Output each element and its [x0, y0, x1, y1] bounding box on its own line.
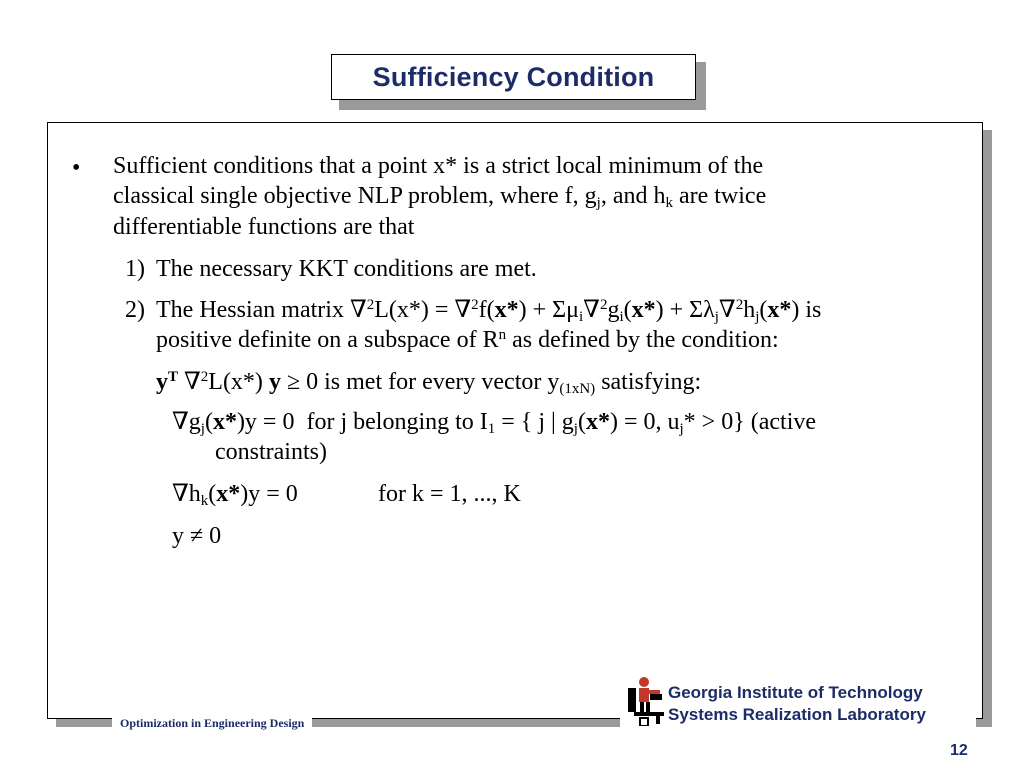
equality-constraints-line: $\nabla h_k(x*)y = 0$ — [172, 481, 298, 509]
institute-name: Georgia Institute of Technology — [668, 683, 923, 702]
item-2-line-2: positive definite on a subspace of $R^n$ as defined by the condition: — [156, 327, 779, 353]
course-label: Optimization in Engineering Design — [112, 715, 312, 731]
page-number: 12 — [950, 742, 968, 759]
bullet-icon: • — [72, 155, 81, 181]
equality-range: for k = 1, ..., K — [378, 481, 521, 507]
intro-line-2: classical single objective NLP problem, where f, $g_j$, and $h_k$ are twice — [113, 183, 767, 211]
active-constraints-line-1: $\nabla g_j(x*)y = 0$ for j belonging to $I_1$ = { j | $g_j(x*) = 0$, $u_j* > 0$} (active — [172, 409, 817, 437]
nonzero-line: y ≠ 0 — [172, 523, 222, 549]
intro-line-3: differentiable functions are that — [113, 214, 415, 240]
item-2-line-1: The Hessian matrix $\nabla^2L(x*) = \nabla^2f(x*) + \Sigma\mu_i\nabla^2g_i(x*) + \Sigma\lambda_j\nabla^2h_j(x*)$ is — [156, 297, 822, 325]
item-1-text: The necessary KKT conditions are met. — [156, 256, 537, 282]
person-at-desk-icon — [626, 674, 666, 726]
lab-name: Systems Realization Laboratory — [668, 705, 926, 724]
item-2-number: 2) — [125, 297, 145, 323]
slide-title: Sufficiency Condition — [372, 61, 655, 92]
active-constraints-line-2: constraints) — [215, 439, 327, 465]
item-1-number: 1) — [125, 256, 145, 282]
institute-logo-area — [620, 670, 976, 730]
content-panel — [47, 122, 983, 719]
condition-line: $y^T$ ∇$^2$L(x*) y ≥ 0 is met for every vector $y_{(1xN)}$ satisfying: — [156, 369, 702, 397]
title-box — [331, 54, 696, 100]
intro-line-1: Sufficient conditions that a point x* is a strict local minimum of the — [113, 153, 764, 179]
